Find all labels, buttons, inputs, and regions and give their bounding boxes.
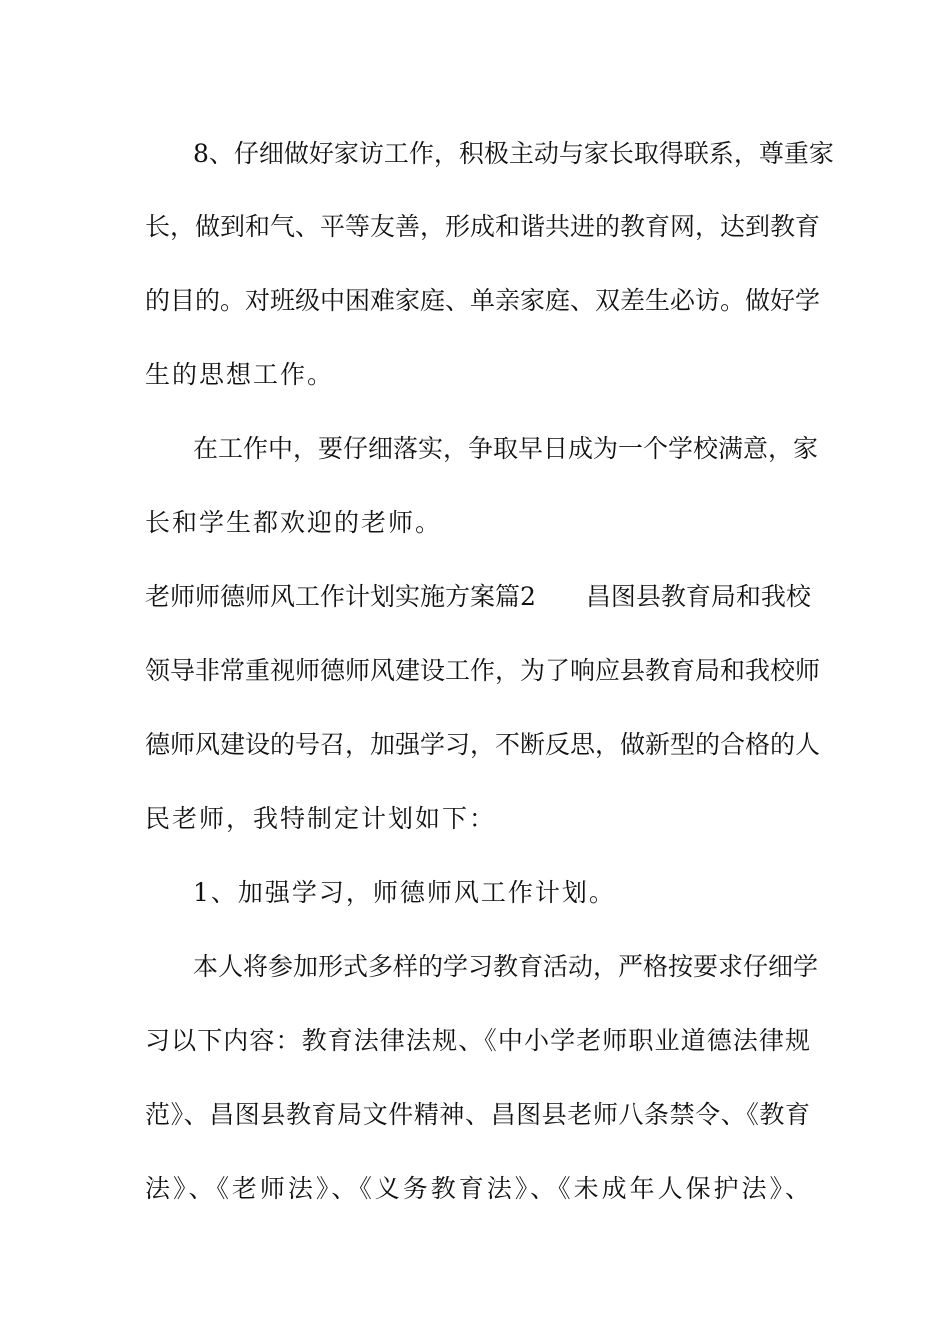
paragraph-line: 本人将参加形式多样的学习教育活动，严格按要求仔细学 bbox=[193, 952, 819, 981]
paragraph-line: 民老师，我特制定计划如下： bbox=[145, 804, 497, 833]
paragraph-line: 长，做到和气、平等友善，形成和谐共进的教育网，达到教育 bbox=[145, 212, 821, 241]
paragraph-line: 的目的。对班级中困难家庭、单亲家庭、双差生必访。做好学 bbox=[145, 286, 821, 315]
paragraph-line: 法》、《老师法》、《义务教育法》、《未成年人保护法》、 bbox=[145, 1174, 810, 1203]
paragraph-line: 德师风建设的号召，加强学习，不断反思，做新型的合格的人 bbox=[145, 730, 821, 759]
section-heading-line: 老师师德师风工作计划实施方案篇2 昌图县教育局和我校 bbox=[145, 582, 811, 611]
paragraph-line: 生的思想工作。 bbox=[145, 360, 335, 389]
paragraph-line: 范》、昌图县教育局文件精神、昌图县老师八条禁令、《教育 bbox=[145, 1100, 810, 1129]
paragraph-line: 8、仔细做好家访工作，积极主动与家长取得联系，尊重家 bbox=[193, 139, 834, 168]
list-item-line: 1、加强学习，师德师风工作计划。 bbox=[193, 878, 616, 907]
paragraph-line: 领导非常重视师德师风建设工作，为了响应县教育局和我校师 bbox=[145, 656, 821, 685]
paragraph-line: 在工作中，要仔细落实，争取早日成为一个学校满意，家 bbox=[193, 434, 819, 463]
paragraph-line: 长和学生都欢迎的老师。 bbox=[145, 508, 443, 537]
paragraph-line: 习以下内容：教育法律法规、《中小学老师职业道德法律规 bbox=[145, 1026, 810, 1055]
